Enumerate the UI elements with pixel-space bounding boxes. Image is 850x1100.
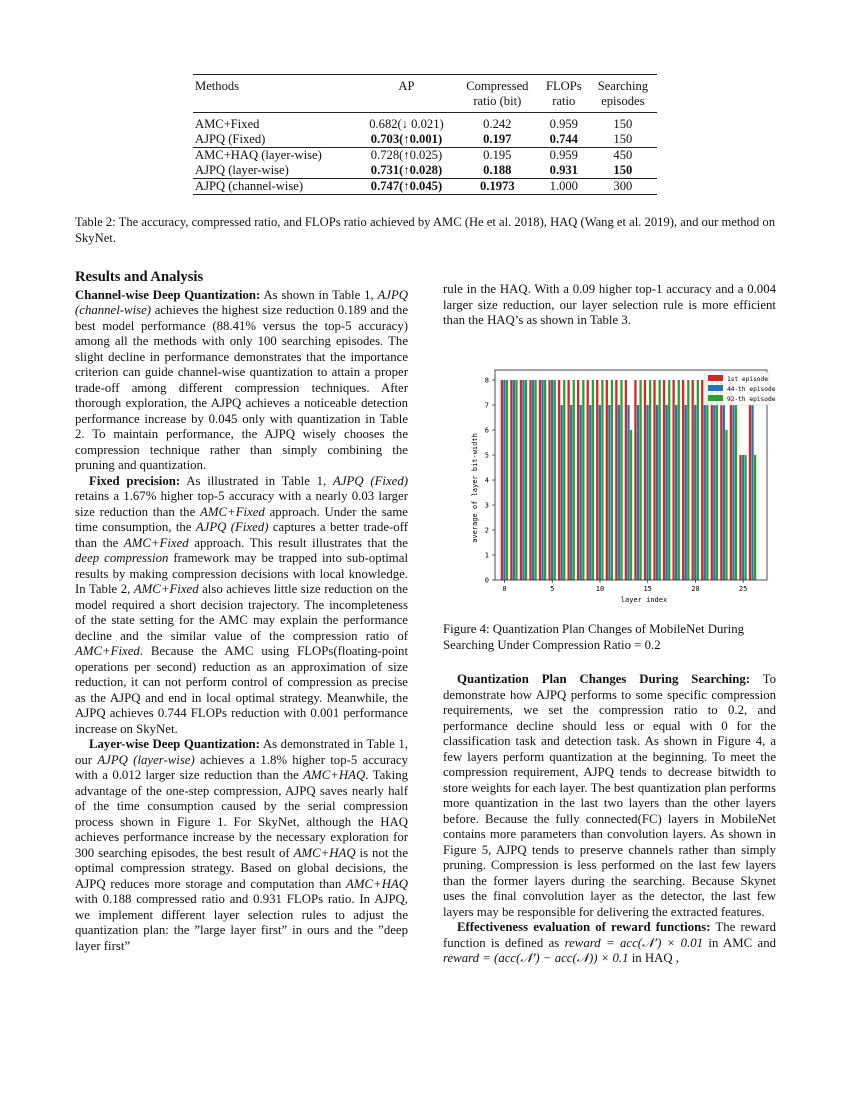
text: captures a better trade-off than the xyxy=(75,520,408,550)
bar xyxy=(704,405,706,580)
cell-ratio: 0.242 xyxy=(483,117,512,131)
x-tick-label: 15 xyxy=(643,585,652,593)
bar xyxy=(630,430,632,580)
bar xyxy=(608,405,610,580)
text: . Taking advantage of the one-step compression, AJPQ saves nearly half of the time consumption caused by the serial compression process shown in Figure 1. For SkyNet, although the HAQ achieves performance increase by the necessary exploration for 300 searching episodes, the best result of xyxy=(75,768,409,860)
y-tick-label: 5 xyxy=(484,451,489,460)
bar xyxy=(668,380,670,580)
table-row xyxy=(193,113,657,133)
text: also achieves little size reduction on the model required a short decision trajectory. The incompleteness of the state setting for the AMC may explain the performance decline and the similar value of the compression ratio of xyxy=(75,582,408,643)
cell-flops: 0.959 xyxy=(549,148,578,162)
method-name: AJPQ (Fixed) xyxy=(333,473,408,488)
y-tick-label: 8 xyxy=(484,376,489,385)
text: retains a 1.67% higher top-5 accuracy with a nearly 0.03 larger size reduction than the xyxy=(75,489,408,519)
cell-ratio: 0.197 xyxy=(483,132,512,146)
bar xyxy=(723,405,725,580)
bar xyxy=(659,380,661,580)
header-searching-episodes: Searching episodes xyxy=(597,79,649,108)
x-axis-label: layer index xyxy=(620,596,668,604)
chart-legend xyxy=(705,372,776,405)
y-axis-label: average of layer bit-width xyxy=(471,433,479,543)
bar xyxy=(596,380,598,580)
legend-swatch xyxy=(708,385,723,391)
figure-caption: Figure 4: Quantization Plan Changes of MobileNet During Searching Under Compression Ratio = 0.2 xyxy=(443,622,745,652)
table-row xyxy=(193,132,657,148)
bar xyxy=(637,405,639,580)
x-tick-label: 25 xyxy=(738,585,748,593)
cell-method: AJPQ (layer-wise) xyxy=(195,163,289,177)
paragraph-layer-wise xyxy=(75,737,408,954)
x-tick-label: 10 xyxy=(595,585,605,593)
bar xyxy=(713,405,715,580)
bar xyxy=(656,405,658,580)
bitwidth-bar-chart xyxy=(465,362,785,612)
bar xyxy=(503,380,505,580)
cell-flops: 0.744 xyxy=(549,132,578,146)
bar xyxy=(725,430,727,580)
bar xyxy=(558,380,560,580)
text: achieves the highest size reduction 0.189 and the best model performance (88.41% versus the top-5 accuracy) among all the methods with only 100 searching episodes. The slight decline in performance demonstrates that the importance criterion can guide channel-wise quantization to attain a proper trade-off among different compression techniques. After thorough exploration, the AJPQ achieves a noticeable detection performance increase by 0.045 only with quantization in Table 2. To maintain performance, the AJPQ wisely chooses the compression technique rather than simply combining the pruning and quantization. xyxy=(75,303,408,472)
text: The reward function is defined as xyxy=(443,920,776,950)
header-flops-ratio: FLOPs ratio xyxy=(545,79,582,108)
bar xyxy=(592,380,594,580)
bar xyxy=(561,405,563,580)
legend-label: 92-th episode xyxy=(727,396,776,403)
bar xyxy=(618,405,620,580)
cell-flops: 0.959 xyxy=(549,117,578,131)
bar xyxy=(611,380,613,580)
bar xyxy=(570,405,572,580)
bar xyxy=(687,380,689,580)
bar xyxy=(742,455,744,580)
bar xyxy=(587,380,589,580)
bar xyxy=(754,455,756,580)
header-compressed-ratio: Compressed ratio (bit) xyxy=(466,79,529,108)
bar xyxy=(634,380,636,580)
bar xyxy=(573,380,575,580)
term: deep compression xyxy=(75,551,169,565)
bar xyxy=(620,380,622,580)
bar xyxy=(706,380,708,580)
paragraph-quantization-plan xyxy=(443,672,776,920)
x-tick-label: 0 xyxy=(502,585,507,593)
y-tick-label: 7 xyxy=(484,401,489,410)
text: approach. This result illustrates that the xyxy=(188,535,408,550)
bar xyxy=(627,405,629,580)
paragraph-fixed-precision xyxy=(75,474,408,738)
legend-label: 44-th episode xyxy=(727,386,776,393)
bar xyxy=(692,380,694,580)
cell-flops: 0.931 xyxy=(549,163,578,177)
bar xyxy=(739,455,741,580)
y-tick-label: 0 xyxy=(484,576,489,585)
table-row xyxy=(193,179,657,195)
paragraph-reward-functions xyxy=(443,920,776,967)
x-tick-label: 5 xyxy=(550,585,555,593)
bar xyxy=(625,380,627,580)
legend-swatch xyxy=(708,395,723,401)
bar xyxy=(653,380,655,580)
text: As demonstrated in Table 1, our xyxy=(75,737,408,767)
bar xyxy=(751,405,753,580)
bar xyxy=(601,380,603,580)
method-name: AMC+HAQ xyxy=(303,768,366,782)
bar xyxy=(548,380,550,580)
x-tick-label: 20 xyxy=(691,585,700,593)
paragraph-heading: Layer-wise Deep Quantization: xyxy=(89,737,260,751)
bar xyxy=(532,380,534,580)
method-name: AMC+Fixed xyxy=(123,535,189,550)
cell-ap: 0.731(↑0.028) xyxy=(370,163,443,177)
bar xyxy=(732,405,734,580)
cell-ratio: 0.1973 xyxy=(480,179,515,193)
paragraph-heading: Channel-wise Deep Quantization: xyxy=(75,287,261,302)
bar xyxy=(711,380,713,580)
y-tick-label: 2 xyxy=(484,526,489,535)
header-ap: AP xyxy=(398,79,415,93)
bar xyxy=(675,405,677,580)
right-column-bottom xyxy=(443,672,776,967)
text: As shown in Table 1, xyxy=(260,287,378,302)
bar xyxy=(510,380,512,580)
bar xyxy=(649,380,651,580)
header-methods: Methods xyxy=(195,79,240,93)
amc-reward-formula: reward = acc(𝒩′) × 0.01 xyxy=(564,935,704,950)
method-name: AMC+HAQ xyxy=(346,876,408,891)
cell-method: AMC+Fixed xyxy=(195,117,260,131)
bar xyxy=(580,405,582,580)
text: in HAQ , xyxy=(628,951,680,965)
bar xyxy=(577,380,579,580)
bar xyxy=(520,380,522,580)
bar xyxy=(666,405,668,580)
table-caption: Table 2: The accuracy, compressed ratio, and FLOPs ratio achieved by AMC (He et al. 2018), HAQ (Wang et al. 2019), and our method on SkyNet. xyxy=(75,215,776,245)
y-tick-label: 3 xyxy=(484,501,489,510)
haq-reward-formula: reward = (acc(𝒩′) − acc(𝒩)) × 0.1 xyxy=(443,951,629,965)
bar xyxy=(599,405,601,580)
bar xyxy=(506,380,508,580)
bar xyxy=(563,380,565,580)
bar xyxy=(615,380,617,580)
bar xyxy=(589,405,591,580)
paragraph-heading: Quantization Plan Changes During Searching: xyxy=(457,672,751,686)
method-name: AMC+Fixed xyxy=(200,504,265,519)
cell-episodes: 300 xyxy=(613,179,633,193)
bar xyxy=(697,380,699,580)
cell-episodes: 150 xyxy=(613,117,633,131)
cell-ap: 0.728(↑0.025) xyxy=(370,148,443,162)
y-tick-label: 4 xyxy=(484,476,489,485)
bar xyxy=(730,380,732,580)
method-name: AMC+HAQ xyxy=(293,845,356,860)
bar xyxy=(529,380,531,580)
bar xyxy=(544,380,546,580)
bar xyxy=(639,380,641,580)
bar xyxy=(582,380,584,580)
y-tick-label: 6 xyxy=(484,426,489,435)
cell-method: AMC+HAQ (layer-wise) xyxy=(195,148,322,162)
text: is not the optimal compression strategy. Based on global decisions, the AJPQ reduces more storage and computation than xyxy=(75,845,409,891)
cell-episodes: 150 xyxy=(613,163,633,177)
section-title: Results and Analysis xyxy=(75,269,204,285)
bar xyxy=(735,405,737,580)
text: framework may be trapped into sub-optimal results by making compression decisions with local knowledge. In Table 2, xyxy=(75,551,408,596)
table-row xyxy=(193,148,657,164)
text: achieves a 1.8% higher top-5 accuracy with a 0.012 larger size reduction than the xyxy=(75,752,409,782)
cell-ap: 0.703(↑0.001) xyxy=(370,132,443,146)
text: To demonstrate how AJPQ performs to some specific compression requirements, we set the compression ratio to 0.2, and performance decline should less or equal with 0 for the classification task and detection task. As shown in Figure 4, a few layers perform quantization at the beginning. To meet the compression requirement, AJPQ tends to decrease bitwidth to store weights for each layer. The best quantization plan performs more quantization in the last two layers than the other layers before. Because the fully connected(FC) layers in MobileNet contains more parameters than convolution layers. As shown in Figure 5, AJPQ tends to preserve channels rather than simply pruning. Compression is less performed on the last few layers than the former layers during the searching. Because Skynet uses the final convolution layer as the detector, the last few layers may be responsible for delivering the extracted features. xyxy=(443,672,776,919)
right-column-top xyxy=(443,282,776,329)
cell-flops: 1.000 xyxy=(549,179,578,193)
method-name: AMC+Fixed xyxy=(133,582,199,596)
bar xyxy=(744,455,746,580)
left-column xyxy=(75,270,408,954)
cell-ratio: 0.188 xyxy=(483,163,512,177)
bar xyxy=(701,380,703,580)
results-table xyxy=(193,74,657,195)
paragraph-layer-wise-continued: rule in the HAQ. With a 0.09 higher top-1 accuracy and a 0.004 larger size reduction, our layer selection rule is more efficient than the HAQ’s as shown in Table 3. xyxy=(443,282,776,327)
bar xyxy=(606,380,608,580)
bar xyxy=(525,380,527,580)
bar xyxy=(678,380,680,580)
paragraph-channel-wise xyxy=(75,288,408,474)
bar xyxy=(682,380,684,580)
bar xyxy=(522,380,524,580)
cell-episodes: 450 xyxy=(613,148,633,162)
bar xyxy=(501,380,503,580)
method-name: AJPQ (Fixed) xyxy=(195,520,269,534)
text: As illustrated in Table 1, xyxy=(180,473,334,488)
paragraph-heading: Effectiveness evaluation of reward functions: xyxy=(457,920,711,934)
bar xyxy=(515,380,517,580)
cell-method: AJPQ (channel-wise) xyxy=(195,179,304,193)
bar xyxy=(541,380,543,580)
bar xyxy=(716,380,718,580)
bar xyxy=(539,380,541,580)
bar xyxy=(646,405,648,580)
bar xyxy=(663,380,665,580)
cell-method: AJPQ (Fixed) xyxy=(195,132,266,146)
cell-episodes: 150 xyxy=(613,132,633,146)
bar xyxy=(513,380,515,580)
cell-ap: 0.682(↓ 0.021) xyxy=(369,117,444,131)
method-name: AMC+Fixed xyxy=(75,644,140,658)
legend-swatch xyxy=(708,375,723,381)
bar xyxy=(534,380,536,580)
method-name: AJPQ (layer-wise) xyxy=(97,752,195,767)
y-tick-label: 1 xyxy=(484,551,489,560)
table-row xyxy=(193,163,657,179)
bar xyxy=(554,380,556,580)
cell-ap: 0.747(↑0.045) xyxy=(370,179,443,193)
bar xyxy=(685,405,687,580)
bar xyxy=(551,380,553,580)
bar xyxy=(644,380,646,580)
bar xyxy=(694,405,696,580)
bar xyxy=(749,405,751,580)
bar xyxy=(720,380,722,580)
text: with 0.188 compressed ratio and 0.931 FLOPs ratio. In AJPQ, we implement different layer selection rules to adjust the quantization plan: the ”large layer first” in ours and the ”deep layer first” xyxy=(75,892,408,953)
table-header-row xyxy=(193,75,657,113)
paragraph-heading: Fixed precision: xyxy=(89,473,181,488)
text: in AMC and xyxy=(703,935,776,950)
text: approach. Under the same time consumption, the xyxy=(75,504,408,534)
legend-label: 1st episode xyxy=(727,376,768,383)
cell-ratio: 0.195 xyxy=(483,148,512,162)
method-name: AJPQ (channel-wise) xyxy=(75,287,409,317)
text: . Because the AMC using FLOPs(floating-point operations per second) reduction as an approximation of size reduction, it can not perform control of compression as precise as the AJPQ and end in local optimal strategy. Meanwhile, the AJPQ achieves 0.744 FLOPs reduction with 0.001 performance increase on SkyNet. xyxy=(75,644,408,736)
bar xyxy=(567,380,569,580)
bar xyxy=(672,380,674,580)
